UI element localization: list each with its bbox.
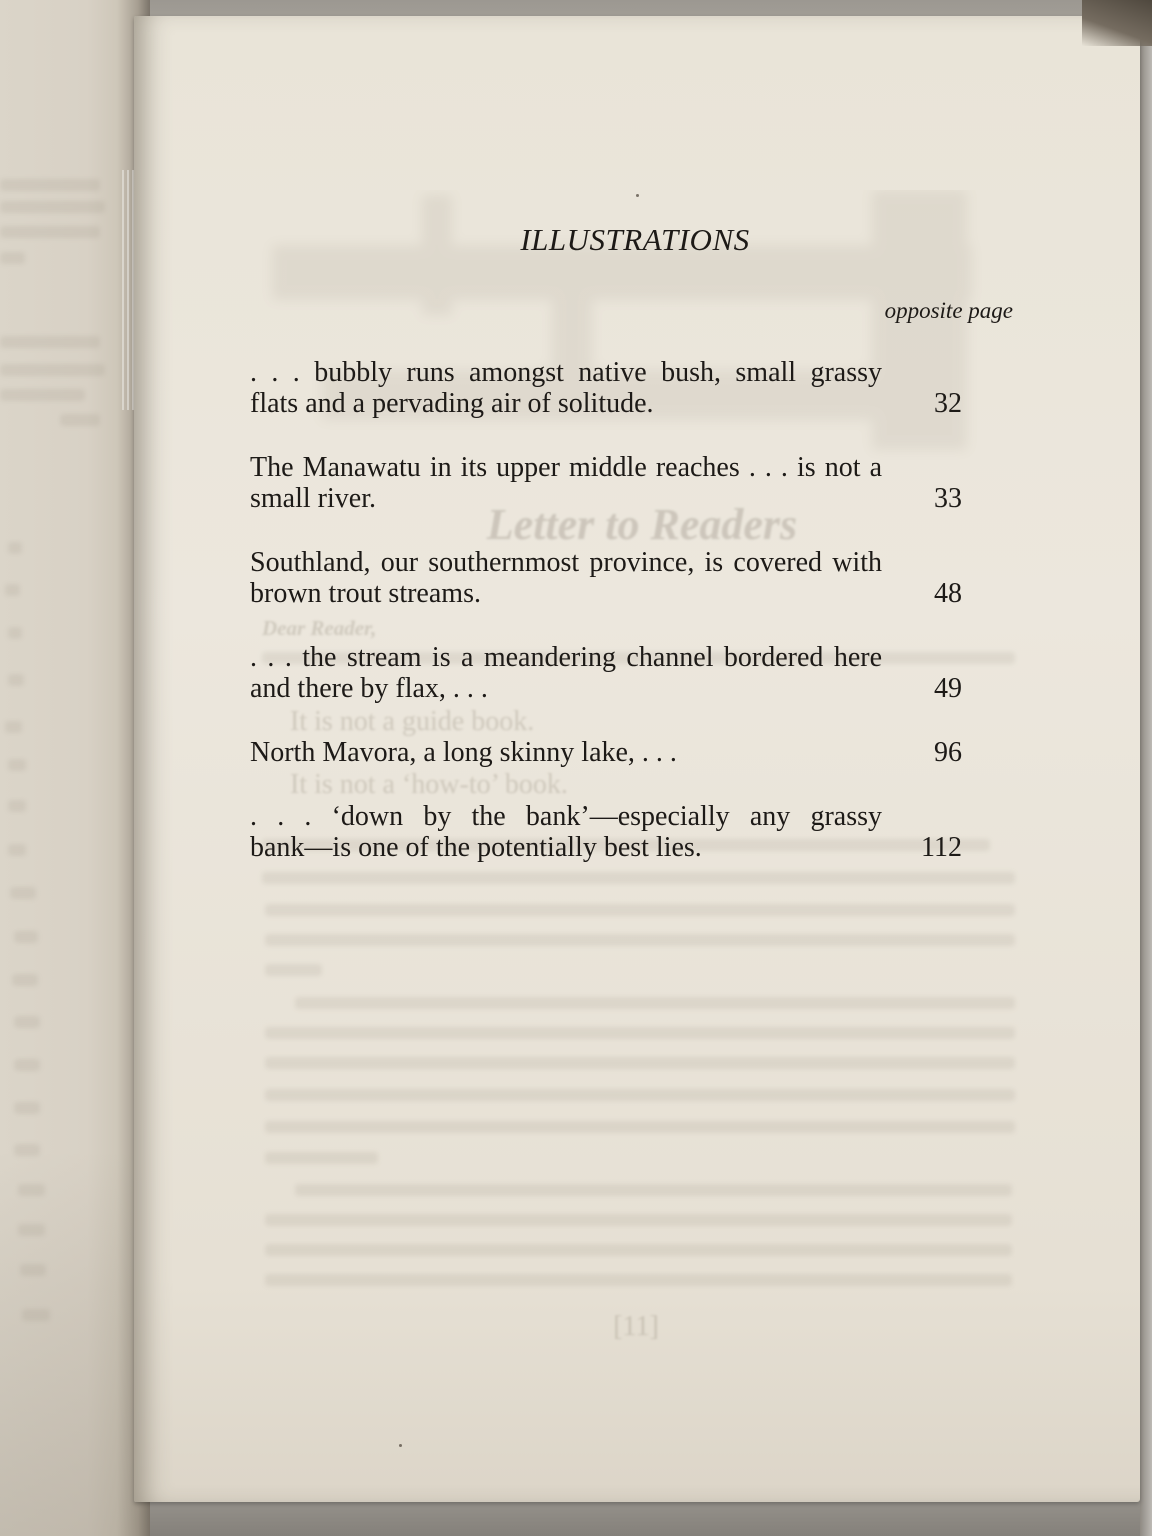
show-through-text-line: [265, 1057, 1015, 1069]
list-item: [250, 452, 962, 514]
show-through-text-line: [265, 1027, 1015, 1039]
show-through-folio: [11]: [613, 1311, 659, 1342]
list-item: [250, 737, 962, 768]
show-through-text-line: [265, 1274, 1012, 1286]
show-through-text: It is not a ‘how-to’ book.: [290, 769, 568, 800]
show-through-text-line: [295, 1184, 1012, 1196]
entry-caption-line: North Mavora, a long skinny lake, . . .: [250, 737, 677, 768]
column-heading: opposite page: [884, 298, 1013, 323]
entry-caption-line: and there by flax, . . .: [250, 673, 488, 704]
entry-page-number: 33: [934, 483, 962, 514]
page-title: ILLUSTRATIONS: [520, 222, 750, 257]
entry-page-number: 112: [921, 832, 962, 863]
entry-caption-line: The Manawatu in its upper middle reaches . . . is not a: [250, 452, 882, 483]
show-through-text-line: [265, 1121, 1015, 1133]
paper-speck: [399, 1444, 402, 1447]
entry-caption-line: Southland, our southernmost province, is covered with: [250, 547, 882, 578]
show-through-text-line: [265, 964, 322, 976]
entry-caption-line: . . . ‘down by the bank’—especially any grassy: [250, 801, 882, 832]
show-through-heading: Letter to Readers: [486, 500, 798, 549]
show-through-text-line: [265, 1089, 1015, 1101]
show-through-text-line: [265, 1152, 378, 1164]
entry-caption-line: . . . the stream is a meandering channel bordered here: [250, 642, 882, 673]
list-item: [250, 357, 962, 419]
entry-caption-line: flats and a pervading air of solitude.: [250, 388, 654, 419]
ghost-post: [552, 250, 592, 370]
entry-page-number: 48: [934, 578, 962, 609]
paper-speck: [636, 194, 639, 197]
entry-page-number: 96: [934, 737, 962, 768]
illustrations-list: [250, 357, 962, 896]
show-through-salutation: Dear Reader,: [262, 616, 377, 640]
show-through-text-line: [265, 934, 1015, 946]
show-through-text: It is not a guide book.: [290, 706, 535, 737]
entry-caption-line: small river.: [250, 483, 376, 514]
show-through-text-line: [265, 1244, 1012, 1256]
list-item: [250, 801, 962, 863]
entry-caption-line: bank—is one of the potentially best lies.: [250, 832, 702, 863]
show-through-text-line: [265, 1214, 1012, 1226]
entry-caption-line: brown trout streams.: [250, 578, 481, 609]
entry-page-number: 49: [934, 673, 962, 704]
entry-caption-line: . . . bubbly runs amongst native bush, small grassy: [250, 357, 882, 388]
show-through-text-line: [265, 904, 1015, 916]
list-item: [250, 547, 962, 609]
show-through-text-line: [295, 997, 1015, 1009]
entry-page-number: 32: [934, 388, 962, 419]
list-item: [250, 642, 962, 704]
